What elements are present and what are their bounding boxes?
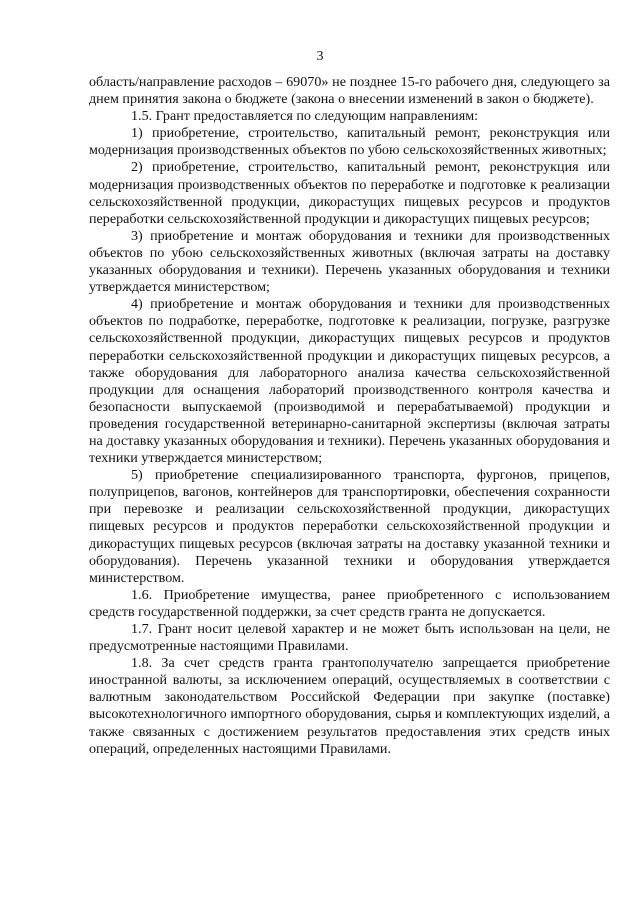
paragraph-1-5-header: 1.5. Грант предоставляется по следующим направлениям: [131,108,479,125]
paragraph-continuation: область/направление расходов – 69070» не позднее 15-го рабочего дня, следующего за днем принятия закона о бюджете (закона о внесении изменений в закон о бюджете). [89,74,610,108]
list-item-1: 1) приобретение, строительство, капитальный ремонт, реконструкция или модернизация производственных объектов по убою сельскохозяйственных животных; [89,125,610,159]
list-item-4: 4) приобретение и монтаж оборудования и техники для производственных объектов по подработке, переработке, подготовке к реализации, погрузке, разгрузке сельскохозяйственной продукции, дикорастущих пищевых ресурсов и продуктов переработки сельскохозяйственной продукции и дикорастущих пищевых ресурсов, а также оборудования для лабораторного анализа качества сельскохозяйственной продукции для оснащения лабораторий производственного контроля качества и безопасности выпускаемой (производимой и перерабатываемой) продукции и проведения государственной ветеринарно-санитарной экспертизы (включая затраты на доставку указанных оборудования и техники). Перечень указанных оборудования и техники утверждается министерством; [89,296,610,467]
list-item-2: 2) приобретение, строительство, капитальный ремонт, реконструкция или модернизация производственных объектов по переработке и подготовке к реализации сельскохозяйственной продукции, дикорастущих пищевых ресурсов и продуктов переработки сельскохозяйственной продукции и дикорастущих пищевых ресурсов; [89,159,610,227]
document-body [89,74,610,758]
page-number: 3 [316,49,324,64]
list-item-3: 3) приобретение и монтаж оборудования и техники для производственных объектов по убою сельскохозяйственных животных (включая затраты на доставку указанных оборудования и техники). Перечень указанных оборудования и техники утверждается министерством; [89,227,610,296]
list-item-5: 5) приобретение специализированного транспорта, фургонов, прицепов, полуприцепов, вагонов, контейнеров для транспортировки, обеспечения сохранности при перевозке и реализации сельскохозяйственной продукции, дикорастущих пищевых ресурсов и продуктов переработки сельскохозяйственной продукции и дикорастущих пищевых ресурсов (включая затраты на доставку указанной техники и оборудования). Перечень указанной техники и оборудования утверждается министерством. [89,467,610,586]
paragraph-1-8: 1.8. За счет средств гранта грантополучателю запрещается приобретение иностранной валюты, за исключением операций, осуществляемых в соответствии с валютным законодательством Российской Федерации при закупке (поставке) высокотехнологичного импортного оборудования, сырья и комплектующих изделий, а также связанных с достижением результатов предоставления этих средств иных операций, определенных настоящими Правилами. [89,655,610,757]
paragraph-1-7: 1.7. Грант носит целевой характер и не может быть использован на цели, не предусмотренные настоящими Правилами. [89,621,610,655]
paragraph-1-6: 1.6. Приобретение имущества, ранее приобретенного с использованием средств государственной поддержки, за счет средств гранта не допускается. [89,586,610,620]
